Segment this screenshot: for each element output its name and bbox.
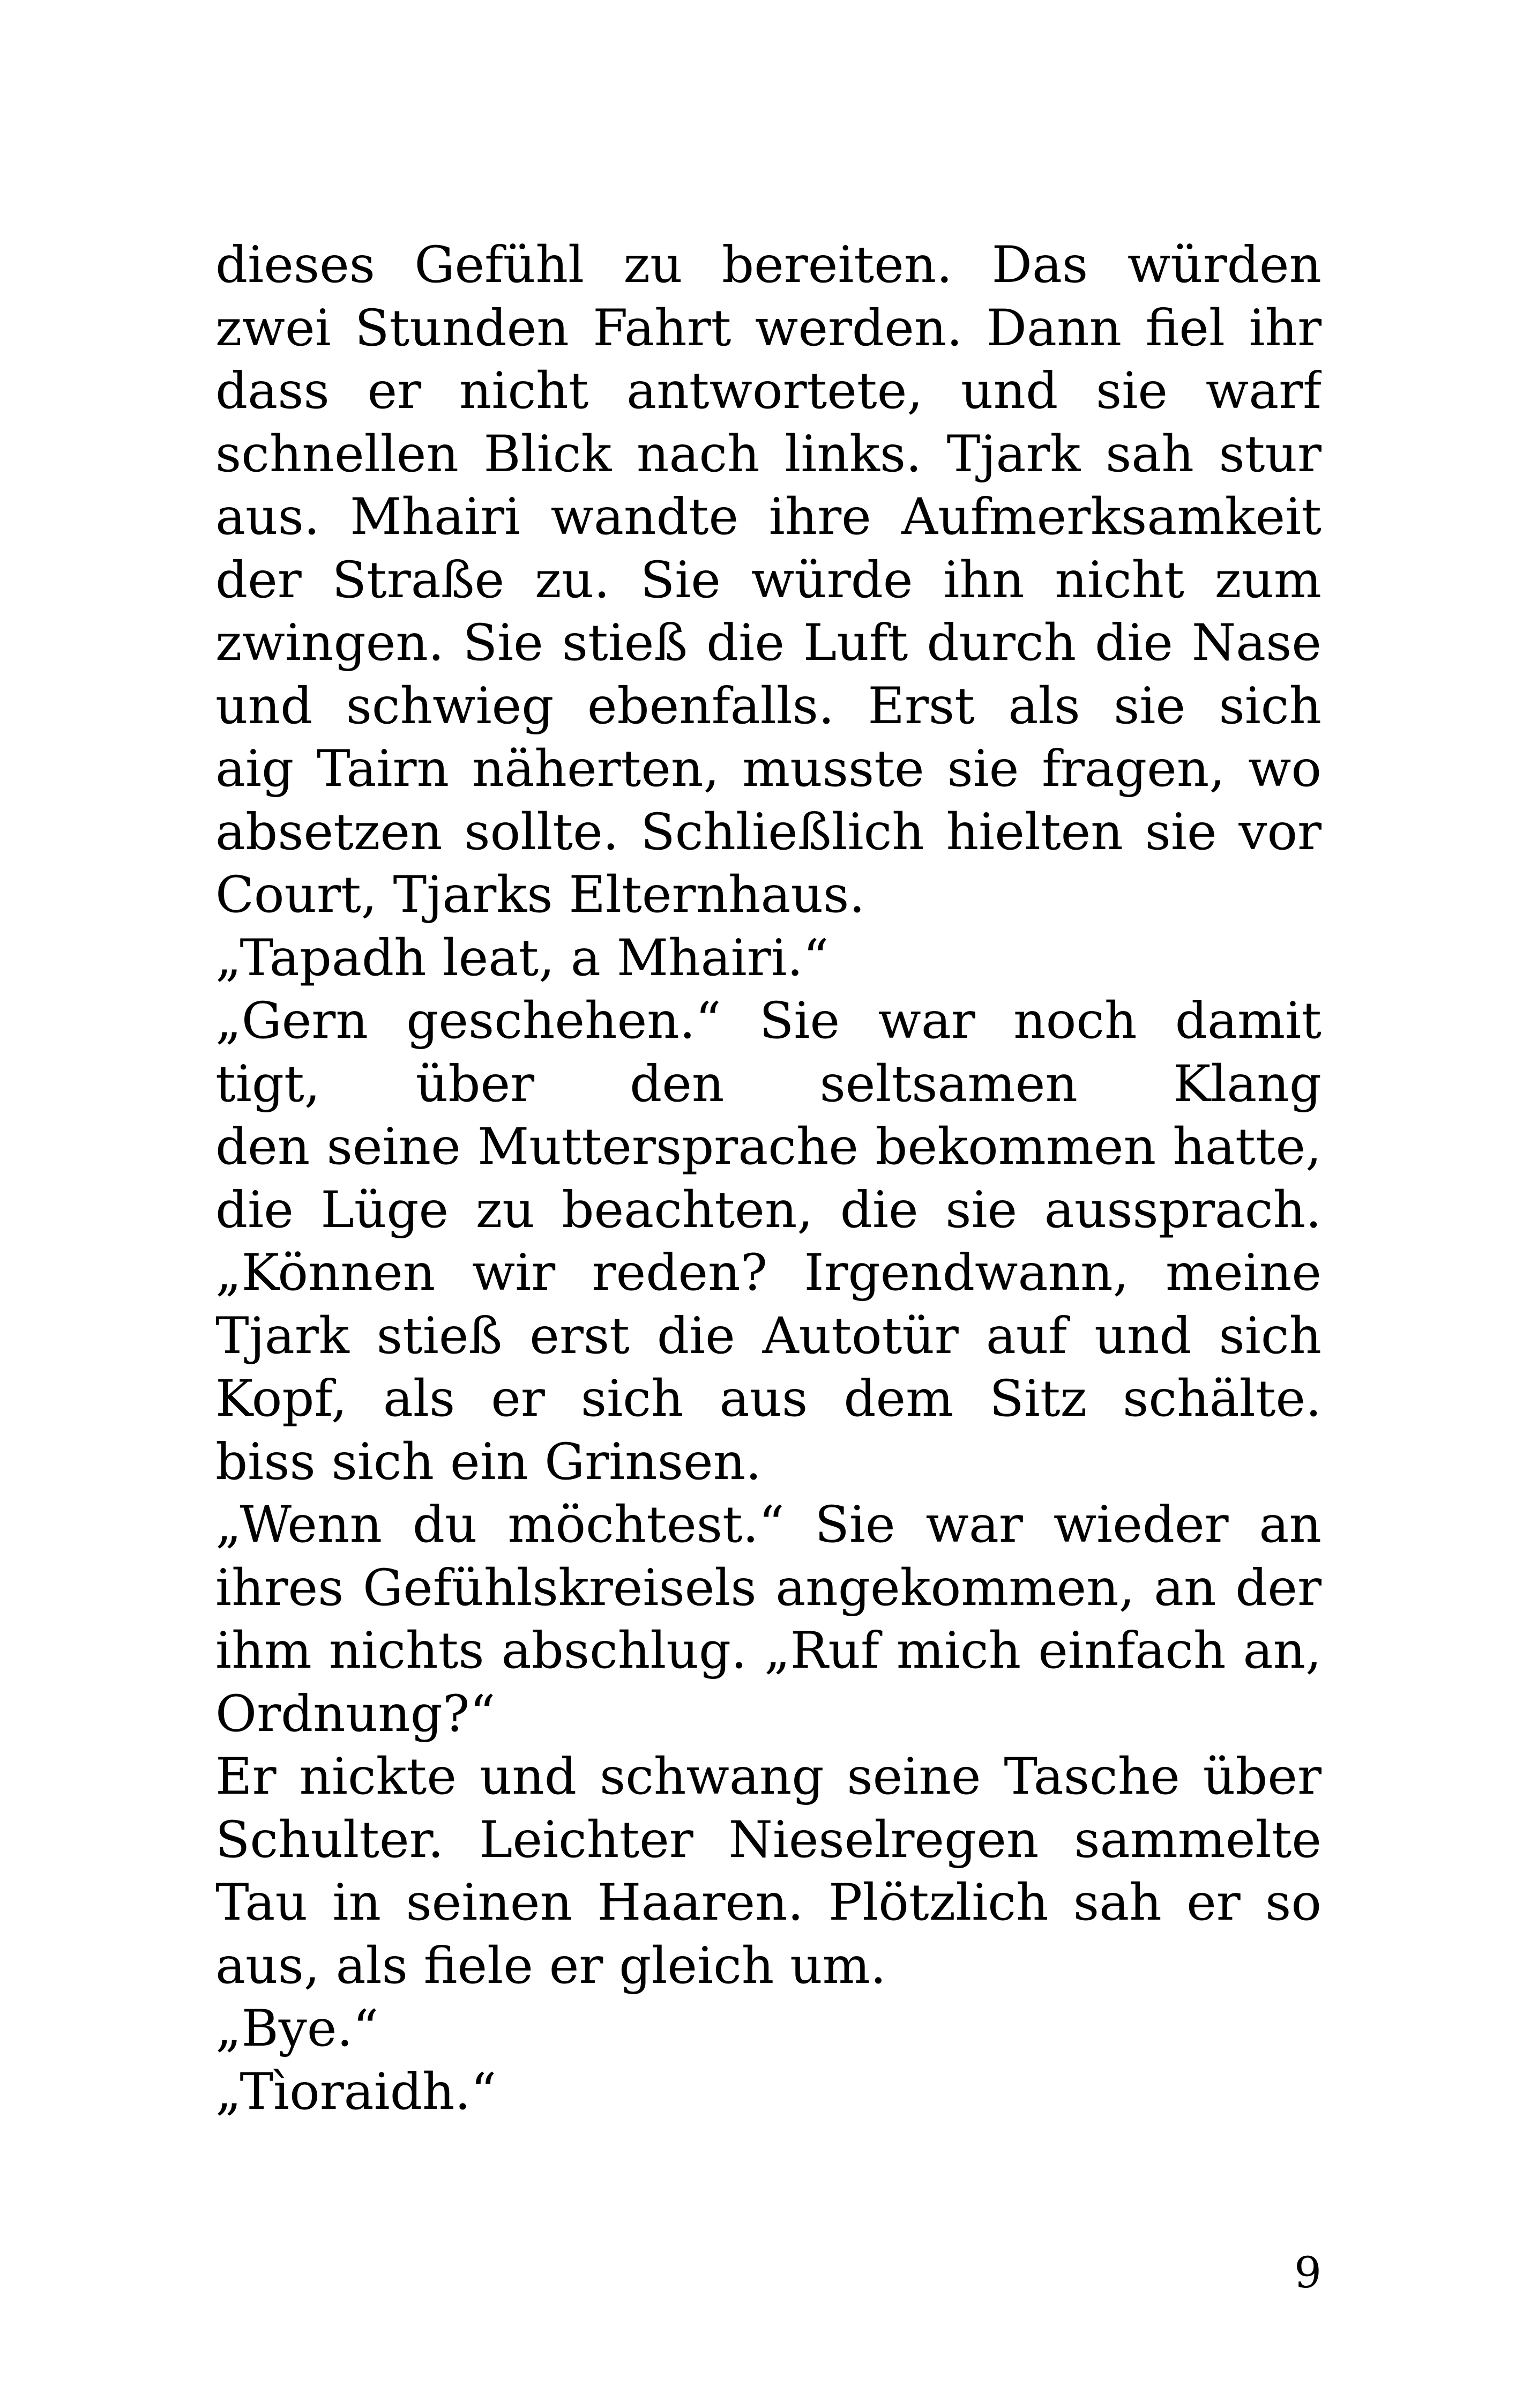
text-line: tigt, über den seltsamen Klang — [215, 1054, 1322, 1113]
text-line: schnellen Blick nach links. Tjark sah stur — [215, 425, 1322, 484]
text-line: ihm nichts abschlug. „Ruf mich einfach an, — [215, 1622, 1322, 1680]
text-line: absetzen sollte. Schließlich hielten sie vor — [215, 802, 1322, 861]
text-line: der Straße zu. Sie würde ihn nicht zum — [215, 551, 1322, 610]
text-line: „Können wir reden? Irgendwann, meine — [215, 1244, 1322, 1302]
text-line: Schulter. Leichter Nieselregen sammelte — [215, 1810, 1322, 1869]
text-line: „Wenn du möchtest.“ Sie war wieder an — [215, 1496, 1322, 1554]
text-line: „Tìoraidh.“ — [215, 2062, 497, 2121]
text-line: den seine Muttersprache bekommen hatte, — [215, 1118, 1322, 1176]
text-line: Court, Tjarks Elternhaus. — [215, 866, 865, 924]
text-line: biss sich ein Grinsen. — [215, 1432, 762, 1491]
text-line: Er nickte und schwang seine Tasche über — [215, 1748, 1322, 1806]
text-line: zwingen. Sie stieß die Luft durch die Nase — [215, 614, 1322, 672]
text-line: Tjark stieß erst die Autotür auf und sich — [215, 1306, 1322, 1365]
text-line: „Tapadh leat, a Mhairi.“ — [215, 928, 829, 987]
text-line: zwei Stunden Fahrt werden. Dann fiel ihr — [215, 299, 1322, 358]
text-line: Kopf, als er sich aus dem Sitz schälte. — [215, 1370, 1322, 1428]
text-line: dass er nicht antwortete, und sie warf — [215, 362, 1322, 420]
text-line: die Lüge zu beachten, die sie aussprach. — [215, 1180, 1322, 1239]
text-line: „Gern geschehen.“ Sie war noch damit — [215, 992, 1322, 1050]
body-text — [215, 234, 1322, 2123]
text-line: und schwieg ebenfalls. Erst als sie sich — [215, 677, 1322, 735]
page-number: 9 — [1294, 2248, 1322, 2298]
text-line: Tau in seinen Haaren. Plötzlich sah er so — [215, 1874, 1322, 1932]
text-line: aus. Mhairi wandte ihre Aufmerksamkeit — [215, 488, 1322, 546]
text-line: aig Tairn näherten, musste sie fragen, wo — [215, 740, 1322, 798]
text-line: dieses Gefühl zu bereiten. Das würden — [215, 236, 1322, 294]
text-line: aus, als fiele er gleich um. — [215, 1936, 886, 1995]
text-line: ihres Gefühlskreisels angekommen, an der — [215, 1558, 1322, 1617]
text-line: Ordnung?“ — [215, 1684, 496, 1743]
text-line: „Bye.“ — [215, 2000, 379, 2058]
